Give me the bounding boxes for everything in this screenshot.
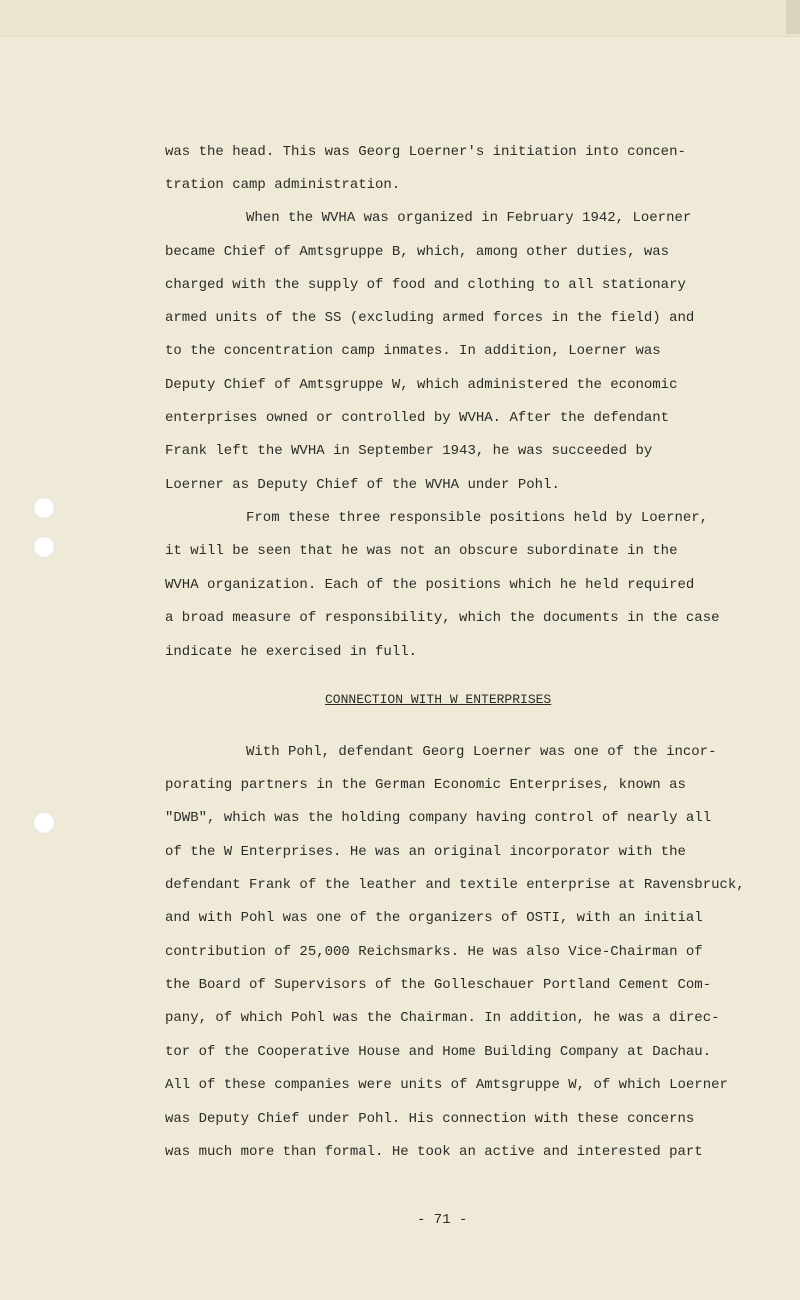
text-line: and with Pohl was one of the organizers of OSTI, with an initial <box>165 910 703 926</box>
punch-hole <box>33 812 55 834</box>
text-line: defendant Frank of the leather and textile enterprise at Ravensbruck, <box>165 877 745 893</box>
text-line: charged with the supply of food and clothing to all stationary <box>165 277 686 293</box>
text-line: enterprises owned or controlled by WVHA. After the defendant <box>165 410 670 426</box>
punch-hole <box>33 536 55 558</box>
text-line: was much more than formal. He took an active and interested part <box>165 1144 703 1160</box>
text-line: pany, of which Pohl was the Chairman. In addition, he was a direc- <box>165 1010 720 1026</box>
text-line: WVHA organization. Each of the positions which he held required <box>165 577 695 593</box>
text-line: porating partners in the German Economic Enterprises, known as <box>165 777 686 793</box>
text-line: was Deputy Chief under Pohl. His connection with these concerns <box>165 1111 695 1127</box>
text-line: From these three responsible positions held by Loerner, <box>246 510 709 526</box>
text-line: Frank left the WVHA in September 1943, he was succeeded by <box>165 443 653 459</box>
text-line: was the head. This was Georg Loerner's initiation into concen- <box>165 144 686 160</box>
text-line: indicate he exercised in full. <box>165 644 418 660</box>
text-line: With Pohl, defendant Georg Loerner was one of the incor- <box>246 744 717 760</box>
text-line: a broad measure of responsibility, which the documents in the case <box>165 610 720 626</box>
text-line: of the W Enterprises. He was an original incorporator with the <box>165 844 686 860</box>
text-line: Loerner as Deputy Chief of the WVHA under Pohl. <box>165 477 560 493</box>
text-line: "DWB", which was the holding company having control of nearly all <box>165 810 712 826</box>
text-line: tration camp administration. <box>165 177 401 193</box>
text-line: to the concentration camp inmates. In addition, Loerner was <box>165 343 661 359</box>
section-heading: CONNECTION WITH W ENTERPRISES <box>325 692 552 707</box>
text-line: contribution of 25,000 Reichsmarks. He was also Vice-Chairman of <box>165 944 703 960</box>
page-top-strip <box>0 0 800 37</box>
text-line: tor of the Cooperative House and Home Building Company at Dachau. <box>165 1044 712 1060</box>
text-line: All of these companies were units of Amtsgruppe W, of which Loerner <box>165 1077 728 1093</box>
text-line: armed units of the SS (excluding armed forces in the field) and <box>165 310 695 326</box>
text-line: became Chief of Amtsgruppe B, which, among other duties, was <box>165 244 670 260</box>
text-line: When the WVHA was organized in February 1942, Loerner <box>246 210 692 226</box>
text-line: Deputy Chief of Amtsgruppe W, which administered the economic <box>165 377 678 393</box>
page-number: - 71 - <box>417 1212 468 1228</box>
page-corner-fold <box>786 0 800 34</box>
text-line: it will be seen that he was not an obscure subordinate in the <box>165 543 678 559</box>
text-line: the Board of Supervisors of the Golleschauer Portland Cement Com- <box>165 977 712 993</box>
punch-hole <box>33 497 55 519</box>
